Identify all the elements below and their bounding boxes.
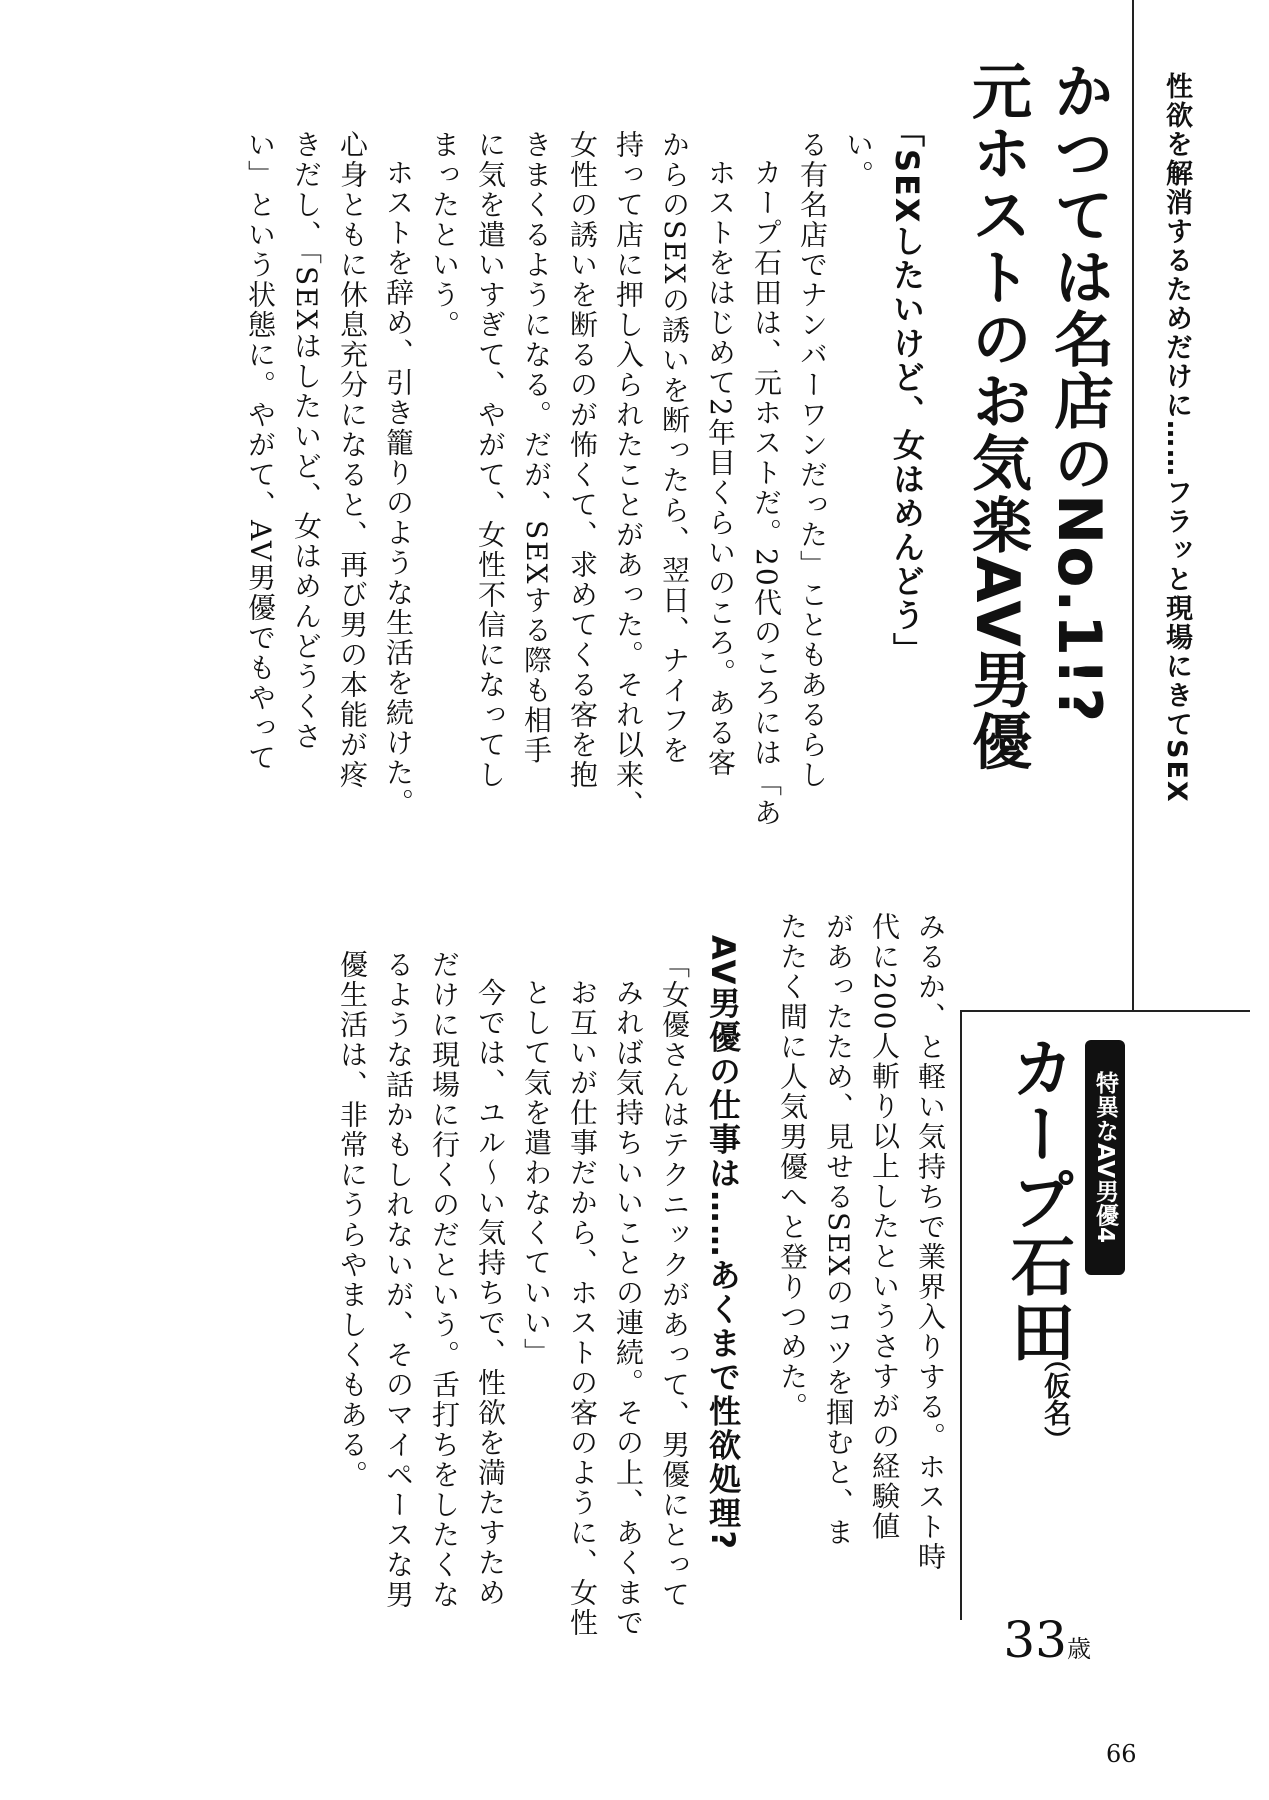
body-line: る有名店でナンバーワンだった」こともあるらし <box>796 130 829 790</box>
body-line: があったため、見せるSEXのコツを掴むと、ま <box>822 912 855 1548</box>
body-line: みるか、と軽い気持ちで業界入りする。ホスト時 <box>914 912 947 1572</box>
body-line: きだし、「SEXはしたいど、女はめんどうくさ <box>290 130 323 752</box>
body-line: 代に200人斬り以上したというさすがの経験値 <box>868 912 901 1542</box>
page-number: 66 <box>1106 1740 1137 1768</box>
header-kicker: 性欲を解消するためだけに……フラッと現場にきてSEX <box>1161 72 1192 804</box>
section-2-body <box>329 950 697 1638</box>
age-number: 33 <box>1003 1611 1067 1669</box>
body-line: るような話かもしれないが、そのマイペースな男 <box>382 950 415 1610</box>
section-1-body <box>237 130 881 828</box>
body-line: 女性の誘いを断るのが怖くて、求めてくる客を抱 <box>566 130 599 790</box>
body-line: まったという。 <box>428 130 461 340</box>
header-divider-horizontal <box>960 1010 1250 1012</box>
name-note: （仮名） <box>1039 1345 1070 1453</box>
body-line: ホストを辞め、引き籠りのような生活を続けた。 <box>382 158 415 818</box>
body-line: 今では、ユル～い気持ちで、性欲を満たすため <box>474 978 507 1608</box>
body-line: い。 <box>842 130 875 190</box>
body-line: に気を遣いすぎて、やがて、女性不信になってし <box>474 130 507 790</box>
section-2-subhead: AV男優の仕事は……あくまで性欲処理? <box>704 935 742 1551</box>
body-line: ホストをはじめて2年目くらいのころ。ある客 <box>704 158 737 778</box>
age-unit: 歳 <box>1067 1635 1091 1663</box>
page-title-line-1: かつては名店のNo.1!? <box>1044 60 1114 725</box>
body-line: からのSEXの誘いを断ったら、翌日、ナイフを <box>658 130 691 766</box>
body-line: お互いが仕事だから、ホストの客のように、女性 <box>566 978 599 1638</box>
actor-age <box>1003 1612 1091 1677</box>
body-line: みれば気持ちいいことの連続。その上、あくまで <box>612 978 645 1638</box>
body-line: 優生活は、非常にうらやましくもある。 <box>336 950 369 1490</box>
body-line: 「女優さんはテクニックがあって、男優にとって <box>658 950 691 1610</box>
actor-name: カープ石田 <box>1000 1035 1074 1365</box>
section-1-subhead: 「SEXしたいけど、女はめんどう」 <box>888 115 926 667</box>
body-line: きまくるようになる。だが、SEXする際も相手 <box>520 130 553 766</box>
body-line: だけに現場に行くのだという。舌打ちをしたくな <box>428 950 461 1610</box>
body-line: 心身ともに休息充分になると、再び男の本能が疼 <box>336 130 369 790</box>
body-line: い」という状態に。やがて、AV男優でもやって <box>244 130 277 774</box>
body-line: として気を遣わなくていい」 <box>520 978 553 1368</box>
profile-divider-vertical <box>960 1012 962 1620</box>
header-divider-vertical <box>1132 0 1134 1010</box>
body-line: カープ石田は、元ホストだ。20代のころには「あ <box>750 158 783 828</box>
section-2-intro-body <box>769 912 953 1572</box>
body-line: 持って店に押し入られたことがあった。それ以来、 <box>612 130 645 820</box>
body-line: たたく間に人気男優へと登りつめた。 <box>776 912 809 1422</box>
page-title-line-2: 元ホストのお気楽AV男優 <box>962 60 1032 773</box>
series-badge: 特異なAV男優4 <box>1085 1040 1125 1275</box>
